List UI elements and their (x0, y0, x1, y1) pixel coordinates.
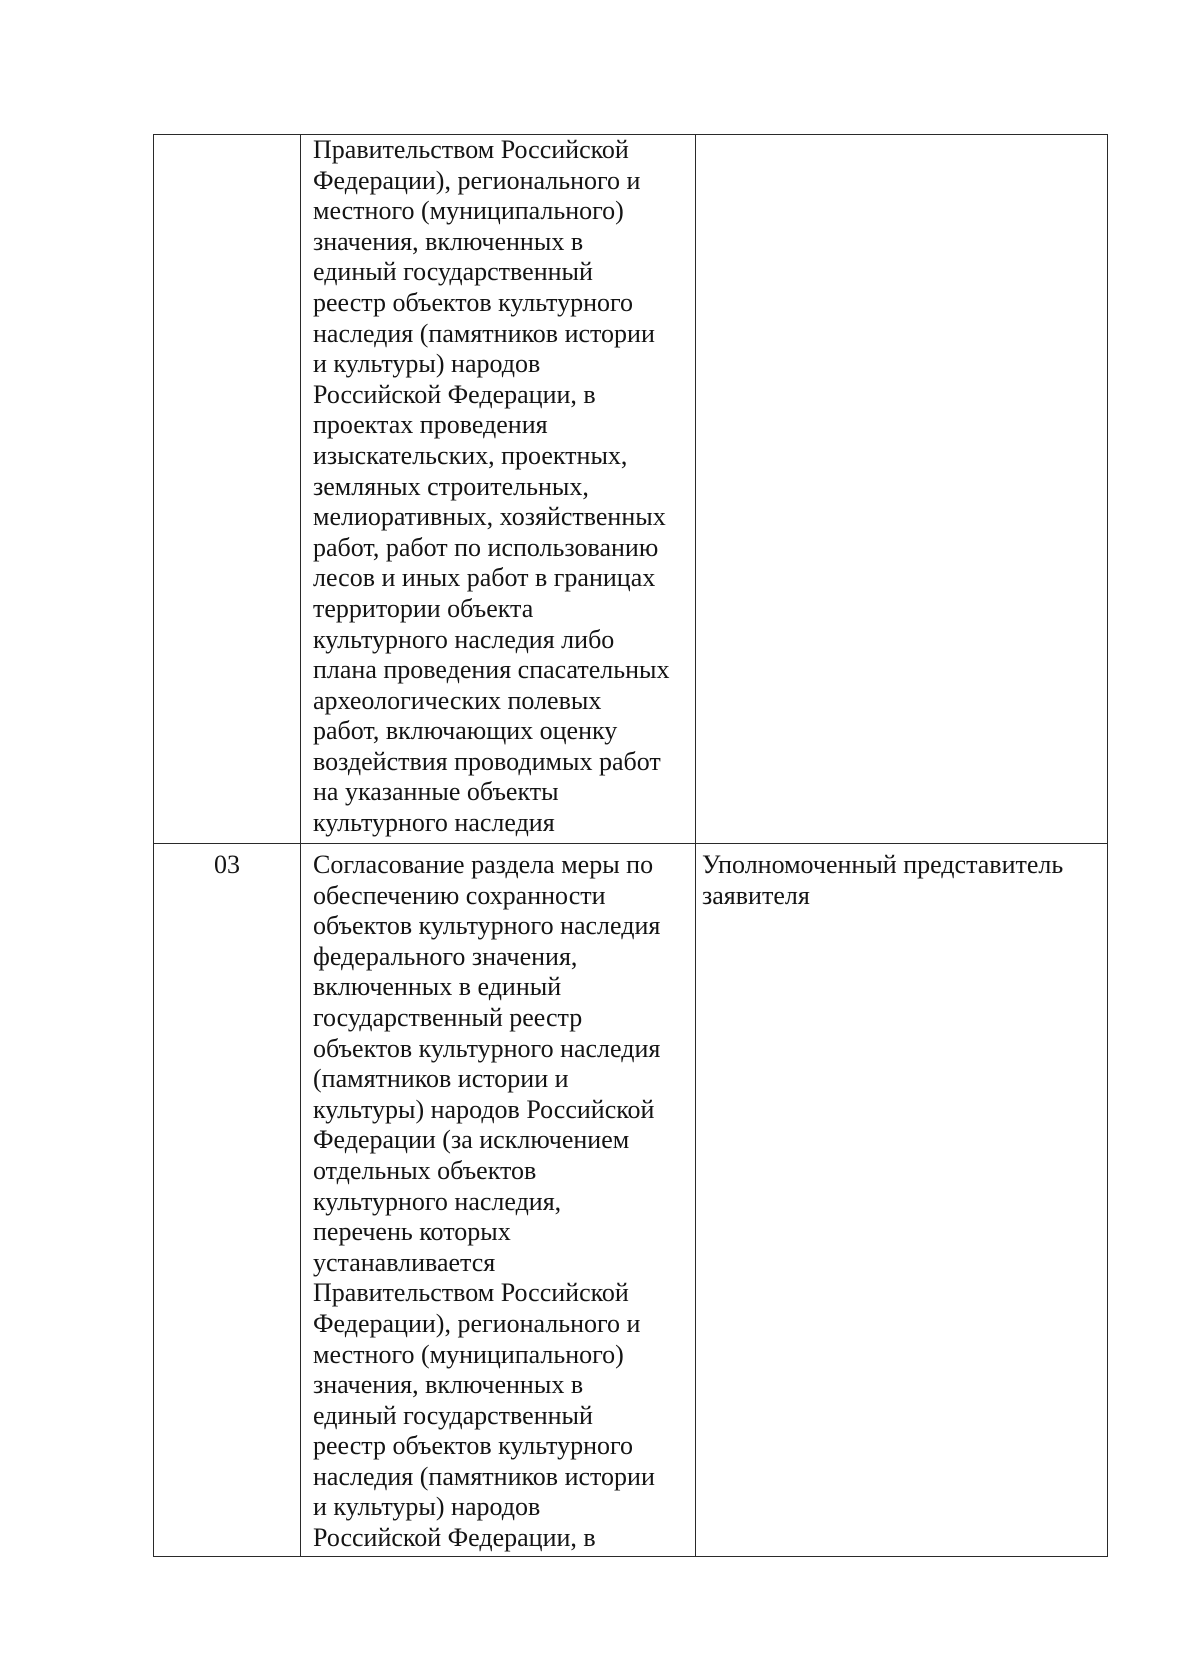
applicant-line: Уполномоченный представитель (702, 850, 1064, 879)
description-line: Российской Федерации, в (313, 1523, 596, 1553)
description-line: местного (муниципального) (313, 196, 624, 226)
description-line: местного (муниципального) (313, 1339, 624, 1369)
description-line: культуры) народов Российской (313, 1094, 655, 1124)
description-line: наследия (памятников истории (313, 318, 655, 348)
description-line: Федерации), регионального и (313, 1308, 641, 1338)
description-line: проектах проведения (313, 410, 548, 440)
row-number-cell (154, 135, 301, 843)
description-cell (301, 844, 696, 1556)
description-line: культурного наследия либо (313, 624, 615, 654)
description-line: реестр объектов культурного (313, 1431, 634, 1461)
description-cell (301, 135, 696, 843)
description-line: Правительством Российской (313, 1278, 629, 1308)
description-line: значения, включенных в (313, 1370, 584, 1400)
description-line: единый государственный (313, 1400, 593, 1430)
description-line: значения, включенных в (313, 226, 584, 256)
description-line: Федерации (за исключением (313, 1125, 630, 1155)
description-line: на указанные объекты (313, 777, 559, 807)
description-line: и культуры) народов (313, 349, 541, 379)
description-line: устанавливается (313, 1247, 496, 1277)
table-row (154, 844, 1107, 1556)
description-line: лесов и иных работ в границах (313, 563, 656, 593)
description-line: изыскательских, проектных, (313, 440, 628, 470)
description-line: объектов культурного наследия (313, 1033, 661, 1063)
description-line: наследия (памятников истории (313, 1461, 655, 1491)
description-line: плана проведения спасательных (313, 655, 670, 685)
description-line: Согласование раздела меры по (313, 850, 654, 879)
description-line: реестр объектов культурного (313, 287, 634, 317)
description-line: федерального значения, (313, 941, 578, 971)
description-line: и культуры) народов (313, 1492, 541, 1522)
description-line: объектов культурного наследия (313, 911, 661, 941)
description-line: работ, работ по использованию (313, 532, 659, 562)
table (153, 134, 1108, 1557)
description-line: археологических полевых (313, 685, 602, 715)
applicant-line: заявителя (702, 880, 810, 910)
description-line: Российской Федерации, в (313, 379, 596, 409)
applicant-cell (696, 135, 1107, 843)
row-number-cell (154, 844, 301, 1556)
description-line: государственный реестр (313, 1002, 583, 1032)
description-line: единый государственный (313, 257, 593, 287)
description-line: работ, включающих оценку (313, 716, 618, 746)
row-number: 03 (214, 850, 240, 879)
description-line: Правительством Российской (313, 135, 629, 164)
description-line: территории объекта (313, 593, 534, 623)
description-line: обеспечению сохранности (313, 880, 606, 910)
table-row (154, 135, 1107, 844)
description-line: культурного наследия (313, 808, 555, 838)
description-line: перечень которых (313, 1217, 511, 1247)
description-line: воздействия проводимых работ (313, 746, 661, 776)
description-line: мелиоративных, хозяйственных (313, 502, 666, 532)
description-line: (памятников истории и (313, 1064, 569, 1094)
description-line: включенных в единый (313, 972, 562, 1002)
description-line: культурного наследия, (313, 1186, 562, 1216)
applicant-cell (696, 844, 1107, 1556)
description-line: Федерации), регионального и (313, 165, 641, 195)
description-line: отдельных объектов (313, 1155, 537, 1185)
description-line: земляных строительных, (313, 471, 589, 501)
